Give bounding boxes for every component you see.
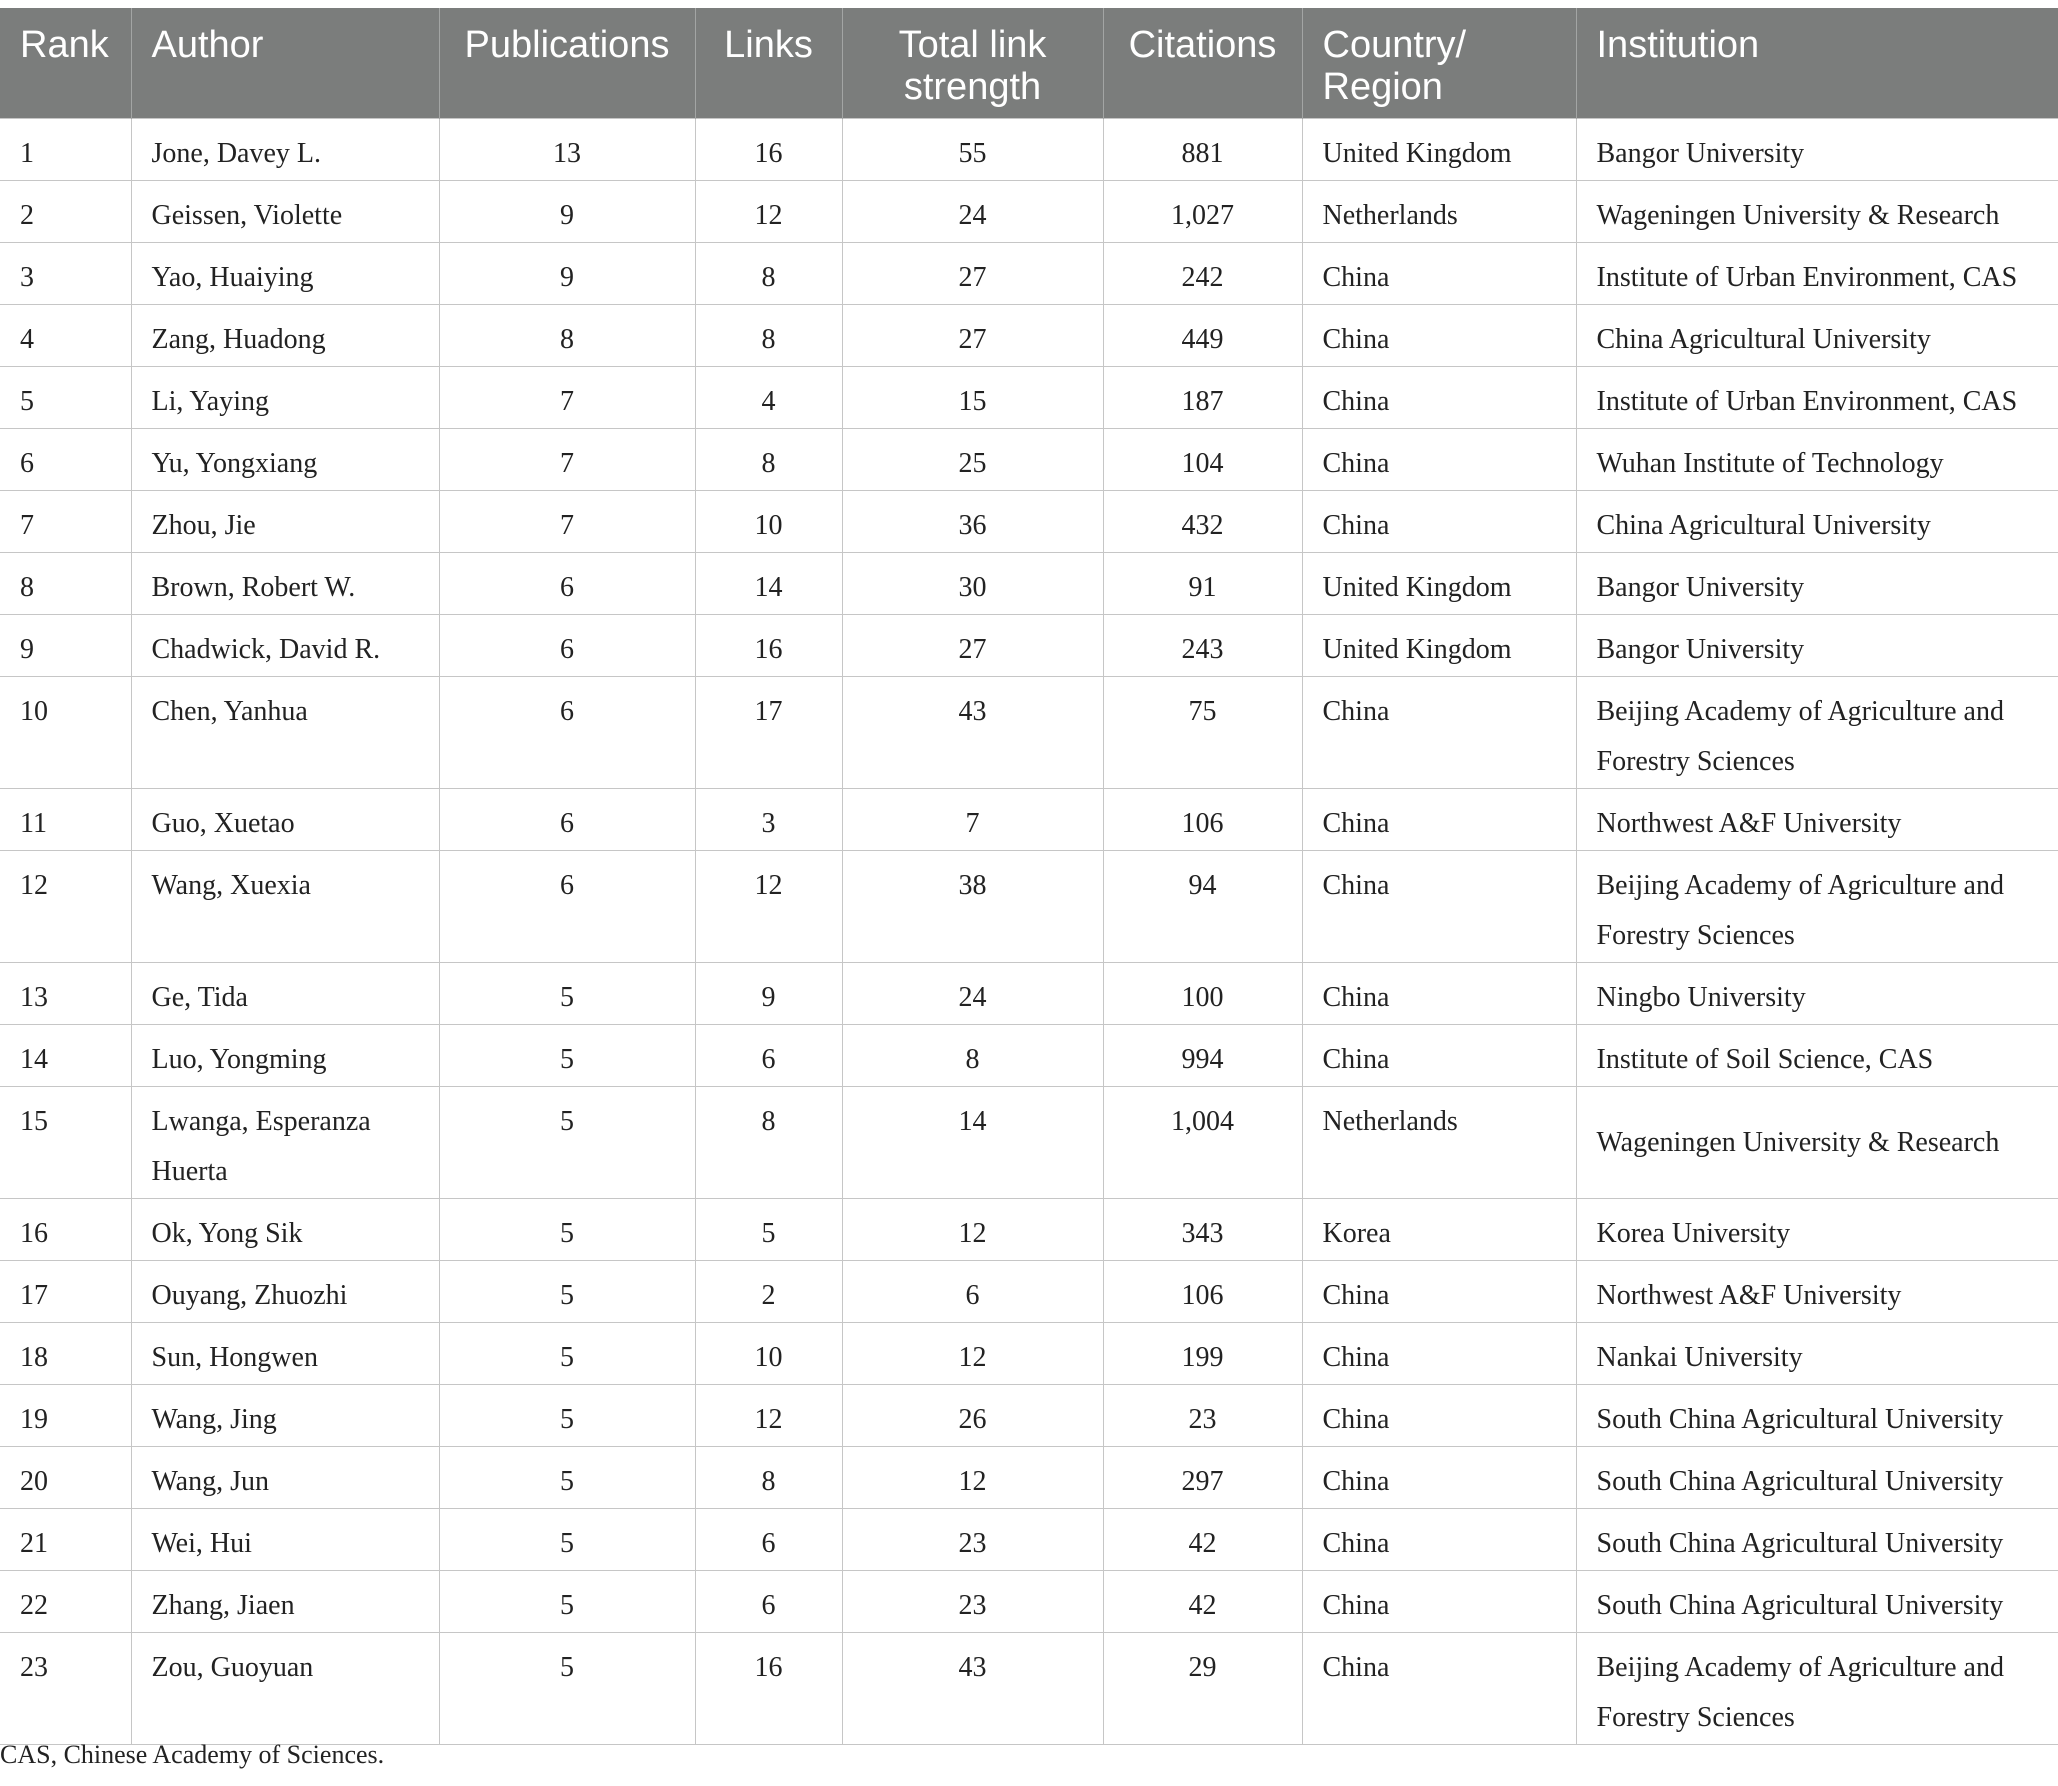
cell-links: 6 bbox=[695, 1025, 842, 1087]
cell-institution: South China Agricultural University bbox=[1576, 1385, 2058, 1447]
table-row bbox=[0, 789, 2058, 851]
cell-institution: China Agricultural University bbox=[1576, 305, 2058, 367]
table-row bbox=[0, 553, 2058, 615]
cell-links: 6 bbox=[695, 1509, 842, 1571]
cell-country: China bbox=[1302, 677, 1576, 789]
table-row bbox=[0, 1447, 2058, 1509]
header-publications: Publications bbox=[439, 8, 695, 119]
table-body bbox=[0, 119, 2058, 1745]
cell-total-link-strength: 43 bbox=[842, 1633, 1103, 1745]
cell-citations: 23 bbox=[1103, 1385, 1302, 1447]
cell-rank: 3 bbox=[0, 243, 131, 305]
cell-total-link-strength: 14 bbox=[842, 1087, 1103, 1199]
cell-institution: South China Agricultural University bbox=[1576, 1571, 2058, 1633]
cell-author: Lwanga, Esperanza Huerta bbox=[131, 1087, 439, 1199]
cell-publications: 6 bbox=[439, 553, 695, 615]
cell-rank: 5 bbox=[0, 367, 131, 429]
cell-country: China bbox=[1302, 1323, 1576, 1385]
cell-citations: 187 bbox=[1103, 367, 1302, 429]
cell-country: China bbox=[1302, 1025, 1576, 1087]
cell-rank: 23 bbox=[0, 1633, 131, 1745]
cell-links: 9 bbox=[695, 963, 842, 1025]
cell-country: Korea bbox=[1302, 1199, 1576, 1261]
cell-links: 6 bbox=[695, 1571, 842, 1633]
table-row bbox=[0, 1025, 2058, 1087]
cell-citations: 29 bbox=[1103, 1633, 1302, 1745]
cell-country: United Kingdom bbox=[1302, 553, 1576, 615]
cell-institution: Institute of Urban Environment, CAS bbox=[1576, 367, 2058, 429]
cell-institution: Wageningen University & Research bbox=[1576, 181, 2058, 243]
cell-author: Chadwick, David R. bbox=[131, 615, 439, 677]
cell-country: China bbox=[1302, 243, 1576, 305]
table-row bbox=[0, 1199, 2058, 1261]
cell-links: 3 bbox=[695, 789, 842, 851]
cell-rank: 1 bbox=[0, 119, 131, 181]
cell-author: Ouyang, Zhuozhi bbox=[131, 1261, 439, 1323]
cell-publications: 5 bbox=[439, 1087, 695, 1199]
cell-publications: 5 bbox=[439, 1323, 695, 1385]
cell-total-link-strength: 25 bbox=[842, 429, 1103, 491]
table-row bbox=[0, 119, 2058, 181]
cell-publications: 5 bbox=[439, 1633, 695, 1745]
table-header-row bbox=[0, 8, 2058, 119]
cell-links: 8 bbox=[695, 305, 842, 367]
cell-total-link-strength: 30 bbox=[842, 553, 1103, 615]
cell-links: 8 bbox=[695, 1087, 842, 1199]
cell-institution: Institute of Soil Science, CAS bbox=[1576, 1025, 2058, 1087]
cell-citations: 297 bbox=[1103, 1447, 1302, 1509]
cell-citations: 100 bbox=[1103, 963, 1302, 1025]
cell-institution: Bangor University bbox=[1576, 553, 2058, 615]
cell-author: Chen, Yanhua bbox=[131, 677, 439, 789]
cell-country: China bbox=[1302, 367, 1576, 429]
cell-author: Wang, Jun bbox=[131, 1447, 439, 1509]
cell-rank: 4 bbox=[0, 305, 131, 367]
cell-institution: Beijing Academy of Agriculture and Forestry Sciences bbox=[1576, 1633, 2058, 1745]
cell-rank: 10 bbox=[0, 677, 131, 789]
cell-citations: 199 bbox=[1103, 1323, 1302, 1385]
cell-publications: 7 bbox=[439, 367, 695, 429]
cell-rank: 17 bbox=[0, 1261, 131, 1323]
cell-total-link-strength: 26 bbox=[842, 1385, 1103, 1447]
cell-total-link-strength: 27 bbox=[842, 305, 1103, 367]
cell-rank: 19 bbox=[0, 1385, 131, 1447]
cell-citations: 106 bbox=[1103, 789, 1302, 851]
cell-publications: 5 bbox=[439, 1261, 695, 1323]
cell-citations: 1,027 bbox=[1103, 181, 1302, 243]
cell-links: 16 bbox=[695, 119, 842, 181]
cell-publications: 6 bbox=[439, 789, 695, 851]
cell-total-link-strength: 36 bbox=[842, 491, 1103, 553]
cell-institution: South China Agricultural University bbox=[1576, 1509, 2058, 1571]
cell-citations: 106 bbox=[1103, 1261, 1302, 1323]
cell-country: China bbox=[1302, 305, 1576, 367]
cell-total-link-strength: 24 bbox=[842, 963, 1103, 1025]
cell-citations: 42 bbox=[1103, 1509, 1302, 1571]
cell-country: Netherlands bbox=[1302, 181, 1576, 243]
cell-publications: 9 bbox=[439, 181, 695, 243]
cell-institution: Korea University bbox=[1576, 1199, 2058, 1261]
table-row bbox=[0, 615, 2058, 677]
cell-author: Zhou, Jie bbox=[131, 491, 439, 553]
cell-links: 16 bbox=[695, 1633, 842, 1745]
cell-citations: 449 bbox=[1103, 305, 1302, 367]
cell-total-link-strength: 12 bbox=[842, 1199, 1103, 1261]
cell-links: 2 bbox=[695, 1261, 842, 1323]
table-row bbox=[0, 851, 2058, 963]
cell-citations: 1,004 bbox=[1103, 1087, 1302, 1199]
cell-author: Ge, Tida bbox=[131, 963, 439, 1025]
cell-publications: 5 bbox=[439, 1571, 695, 1633]
cell-citations: 881 bbox=[1103, 119, 1302, 181]
cell-author: Zhang, Jiaen bbox=[131, 1571, 439, 1633]
cell-citations: 343 bbox=[1103, 1199, 1302, 1261]
header-country: Country/ Region bbox=[1302, 8, 1576, 119]
cell-citations: 75 bbox=[1103, 677, 1302, 789]
cell-publications: 5 bbox=[439, 1385, 695, 1447]
table-row bbox=[0, 1323, 2058, 1385]
cell-institution: Bangor University bbox=[1576, 615, 2058, 677]
header-author: Author bbox=[131, 8, 439, 119]
cell-links: 12 bbox=[695, 851, 842, 963]
cell-rank: 11 bbox=[0, 789, 131, 851]
cell-total-link-strength: 55 bbox=[842, 119, 1103, 181]
table-row bbox=[0, 181, 2058, 243]
cell-rank: 15 bbox=[0, 1087, 131, 1199]
cell-links: 12 bbox=[695, 1385, 842, 1447]
cell-publications: 5 bbox=[439, 1025, 695, 1087]
header-links: Links bbox=[695, 8, 842, 119]
cell-country: China bbox=[1302, 851, 1576, 963]
cell-publications: 5 bbox=[439, 963, 695, 1025]
cell-publications: 13 bbox=[439, 119, 695, 181]
cell-author: Zou, Guoyuan bbox=[131, 1633, 439, 1745]
cell-total-link-strength: 38 bbox=[842, 851, 1103, 963]
table-row bbox=[0, 367, 2058, 429]
cell-institution: Ningbo University bbox=[1576, 963, 2058, 1025]
cell-publications: 9 bbox=[439, 243, 695, 305]
cell-country: Netherlands bbox=[1302, 1087, 1576, 1199]
cell-publications: 6 bbox=[439, 677, 695, 789]
cell-country: China bbox=[1302, 789, 1576, 851]
cell-total-link-strength: 23 bbox=[842, 1509, 1103, 1571]
cell-author: Brown, Robert W. bbox=[131, 553, 439, 615]
cell-rank: 14 bbox=[0, 1025, 131, 1087]
table-row bbox=[0, 1509, 2058, 1571]
cell-total-link-strength: 27 bbox=[842, 615, 1103, 677]
cell-rank: 8 bbox=[0, 553, 131, 615]
table-row bbox=[0, 1261, 2058, 1323]
table-row bbox=[0, 1087, 2058, 1199]
cell-links: 12 bbox=[695, 181, 842, 243]
cell-author: Wei, Hui bbox=[131, 1509, 439, 1571]
cell-institution: South China Agricultural University bbox=[1576, 1447, 2058, 1509]
cell-institution: Northwest A&F University bbox=[1576, 789, 2058, 851]
cell-institution: Beijing Academy of Agriculture and Forestry Sciences bbox=[1576, 851, 2058, 963]
cell-country: China bbox=[1302, 1633, 1576, 1745]
cell-rank: 2 bbox=[0, 181, 131, 243]
cell-links: 10 bbox=[695, 491, 842, 553]
cell-author: Wang, Xuexia bbox=[131, 851, 439, 963]
cell-publications: 5 bbox=[439, 1509, 695, 1571]
cell-country: China bbox=[1302, 1261, 1576, 1323]
cell-citations: 432 bbox=[1103, 491, 1302, 553]
table-row bbox=[0, 491, 2058, 553]
cell-publications: 7 bbox=[439, 429, 695, 491]
cell-institution: China Agricultural University bbox=[1576, 491, 2058, 553]
cell-author: Sun, Hongwen bbox=[131, 1323, 439, 1385]
cell-total-link-strength: 12 bbox=[842, 1323, 1103, 1385]
cell-total-link-strength: 43 bbox=[842, 677, 1103, 789]
cell-country: China bbox=[1302, 1571, 1576, 1633]
cell-author: Li, Yaying bbox=[131, 367, 439, 429]
cell-institution: Wageningen University & Research bbox=[1576, 1087, 2058, 1199]
cell-publications: 7 bbox=[439, 491, 695, 553]
cell-country: China bbox=[1302, 1509, 1576, 1571]
cell-author: Ok, Yong Sik bbox=[131, 1199, 439, 1261]
cell-country: China bbox=[1302, 491, 1576, 553]
cell-links: 4 bbox=[695, 367, 842, 429]
cell-total-link-strength: 12 bbox=[842, 1447, 1103, 1509]
cell-links: 16 bbox=[695, 615, 842, 677]
cell-author: Geissen, Violette bbox=[131, 181, 439, 243]
cell-country: United Kingdom bbox=[1302, 615, 1576, 677]
cell-total-link-strength: 8 bbox=[842, 1025, 1103, 1087]
table-row bbox=[0, 677, 2058, 789]
table-row bbox=[0, 305, 2058, 367]
cell-rank: 7 bbox=[0, 491, 131, 553]
cell-rank: 22 bbox=[0, 1571, 131, 1633]
cell-publications: 6 bbox=[439, 851, 695, 963]
cell-publications: 5 bbox=[439, 1447, 695, 1509]
cell-rank: 18 bbox=[0, 1323, 131, 1385]
cell-author: Yu, Yongxiang bbox=[131, 429, 439, 491]
cell-publications: 8 bbox=[439, 305, 695, 367]
cell-total-link-strength: 7 bbox=[842, 789, 1103, 851]
cell-country: China bbox=[1302, 429, 1576, 491]
cell-country: China bbox=[1302, 1385, 1576, 1447]
cell-rank: 20 bbox=[0, 1447, 131, 1509]
cell-country: United Kingdom bbox=[1302, 119, 1576, 181]
cell-rank: 9 bbox=[0, 615, 131, 677]
cell-rank: 6 bbox=[0, 429, 131, 491]
table-row bbox=[0, 1571, 2058, 1633]
cell-author: Wang, Jing bbox=[131, 1385, 439, 1447]
cell-links: 8 bbox=[695, 429, 842, 491]
cell-country: China bbox=[1302, 1447, 1576, 1509]
table-row bbox=[0, 963, 2058, 1025]
cell-citations: 243 bbox=[1103, 615, 1302, 677]
header-citations: Citations bbox=[1103, 8, 1302, 119]
cell-citations: 242 bbox=[1103, 243, 1302, 305]
cell-citations: 94 bbox=[1103, 851, 1302, 963]
header-institution: Institution bbox=[1576, 8, 2058, 119]
cell-rank: 16 bbox=[0, 1199, 131, 1261]
cell-publications: 5 bbox=[439, 1199, 695, 1261]
cell-links: 8 bbox=[695, 243, 842, 305]
cell-author: Jone, Davey L. bbox=[131, 119, 439, 181]
cell-links: 8 bbox=[695, 1447, 842, 1509]
cell-total-link-strength: 6 bbox=[842, 1261, 1103, 1323]
author-ranking-table bbox=[0, 8, 2058, 1745]
cell-total-link-strength: 15 bbox=[842, 367, 1103, 429]
header-rank: Rank bbox=[0, 8, 131, 119]
cell-publications: 6 bbox=[439, 615, 695, 677]
table-row bbox=[0, 1385, 2058, 1447]
cell-total-link-strength: 27 bbox=[842, 243, 1103, 305]
cell-institution: Northwest A&F University bbox=[1576, 1261, 2058, 1323]
cell-institution: Wuhan Institute of Technology bbox=[1576, 429, 2058, 491]
cell-author: Luo, Yongming bbox=[131, 1025, 439, 1087]
cell-rank: 13 bbox=[0, 963, 131, 1025]
cell-total-link-strength: 23 bbox=[842, 1571, 1103, 1633]
table-row bbox=[0, 429, 2058, 491]
cell-rank: 12 bbox=[0, 851, 131, 963]
cell-links: 10 bbox=[695, 1323, 842, 1385]
table-footnote: CAS, Chinese Academy of Sciences. bbox=[0, 1740, 385, 1769]
cell-links: 17 bbox=[695, 677, 842, 789]
cell-links: 5 bbox=[695, 1199, 842, 1261]
cell-author: Guo, Xuetao bbox=[131, 789, 439, 851]
cell-links: 14 bbox=[695, 553, 842, 615]
cell-citations: 994 bbox=[1103, 1025, 1302, 1087]
cell-institution: Nankai University bbox=[1576, 1323, 2058, 1385]
cell-total-link-strength: 24 bbox=[842, 181, 1103, 243]
cell-citations: 104 bbox=[1103, 429, 1302, 491]
cell-author: Zang, Huadong bbox=[131, 305, 439, 367]
cell-institution: Institute of Urban Environment, CAS bbox=[1576, 243, 2058, 305]
cell-institution: Bangor University bbox=[1576, 119, 2058, 181]
cell-citations: 91 bbox=[1103, 553, 1302, 615]
table-row bbox=[0, 1633, 2058, 1745]
cell-citations: 42 bbox=[1103, 1571, 1302, 1633]
header-total-link-strength: Total link strength bbox=[842, 8, 1103, 119]
cell-author: Yao, Huaiying bbox=[131, 243, 439, 305]
cell-country: China bbox=[1302, 963, 1576, 1025]
author-ranking-table-container bbox=[0, 8, 2058, 1745]
cell-rank: 21 bbox=[0, 1509, 131, 1571]
table-row bbox=[0, 243, 2058, 305]
cell-institution: Beijing Academy of Agriculture and Forestry Sciences bbox=[1576, 677, 2058, 789]
